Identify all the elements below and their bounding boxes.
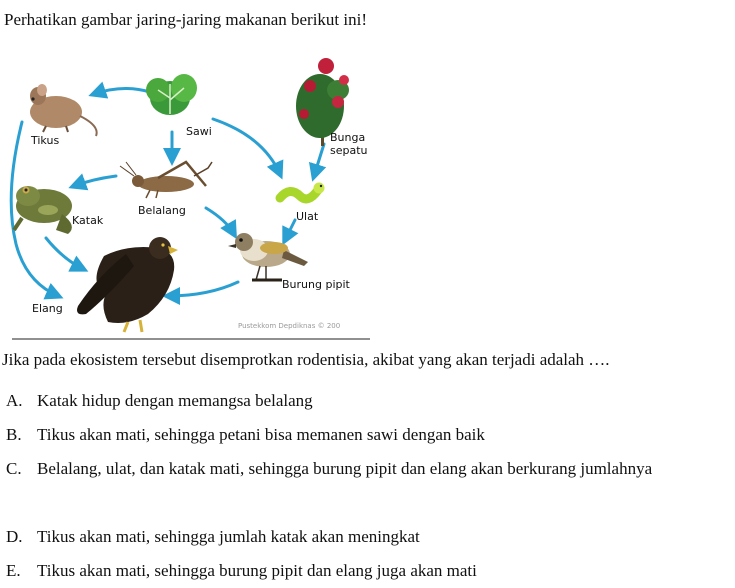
label-bunga-line1: Bunga	[330, 131, 366, 144]
arrow-belalang-to-burung	[206, 208, 234, 234]
ulat-picture	[280, 183, 325, 199]
option-letter: B.	[6, 425, 22, 444]
burung-pipit-picture	[228, 233, 308, 280]
label-elang: Elang	[32, 302, 63, 315]
option-text: Tikus akan mati, sehingga petani bisa memanen sawi dengan baik	[37, 425, 485, 444]
belalang-picture	[120, 162, 212, 198]
label-katak: Katak	[72, 214, 104, 227]
label-tikus: Tikus	[31, 134, 60, 147]
label-burung-pipit: Burung pipit	[282, 278, 350, 291]
option-letter: C.	[6, 459, 22, 478]
option-b[interactable]	[0, 418, 735, 452]
tikus-picture	[30, 84, 97, 136]
label-belalang: Belalang	[138, 204, 186, 217]
label-bunga-line2: sepatu	[330, 144, 368, 157]
sawi-picture	[146, 74, 197, 115]
arrow-sawi-to-tikus	[94, 88, 150, 94]
option-text: Belalang, ulat, dan katak mati, sehingga burung pipit dan elang akan berkurang jumlahnya	[37, 459, 653, 478]
question-prompt: Jika pada ekosistem tersebut disemprotkan rodentisia, akibat yang akan terjadi adalah ….	[2, 350, 610, 369]
option-text: Tikus akan mati, sehingga jumlah katak akan meningkat	[37, 527, 420, 546]
question-instruction: Perhatikan gambar jaring-jaring makanan berikut ini!	[4, 10, 368, 29]
arrow-burung-to-elang	[168, 282, 238, 296]
arrow-bunga-to-ulat	[314, 144, 324, 176]
label-ulat: Ulat	[296, 210, 319, 223]
arrow-ulat-to-burung	[285, 220, 295, 240]
katak-picture	[14, 186, 72, 234]
option-e[interactable]	[0, 554, 735, 588]
option-text: Katak hidup dengan memangsa belalang	[37, 391, 313, 410]
option-d[interactable]	[0, 520, 735, 554]
option-letter: E.	[6, 561, 21, 580]
option-a[interactable]	[0, 384, 735, 418]
option-text: Tikus akan mati, sehingga burung pipit dan elang juga akan mati	[37, 561, 477, 580]
label-sawi: Sawi	[186, 125, 212, 138]
option-c[interactable]	[0, 452, 735, 520]
figure-credit: Pustekkom Depdiknas © 200	[238, 322, 341, 330]
arrow-belalang-to-katak	[74, 176, 116, 186]
food-web-figure	[8, 44, 374, 340]
arrow-sawi-to-ulat	[213, 119, 280, 174]
option-letter: A.	[6, 391, 23, 410]
option-letter: D.	[6, 527, 23, 546]
arrow-katak-to-elang	[46, 238, 83, 269]
elang-picture	[77, 237, 178, 332]
